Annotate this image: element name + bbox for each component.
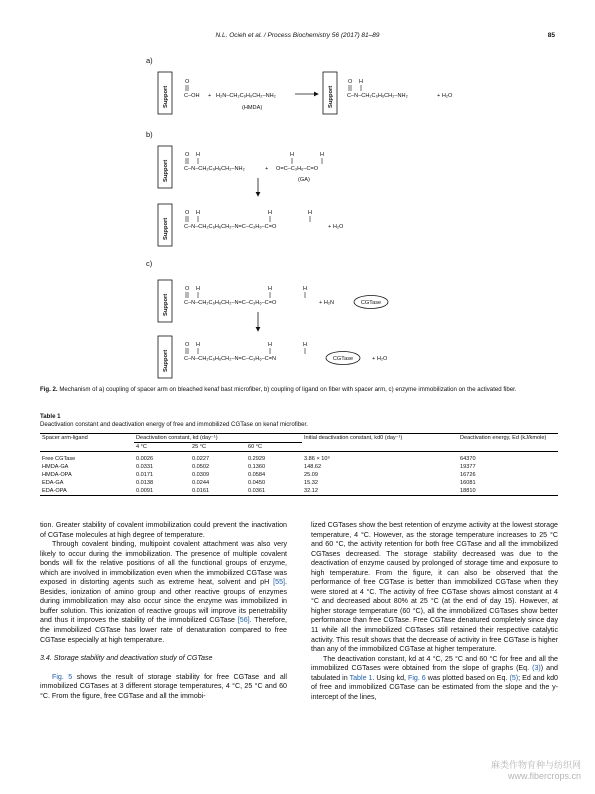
ga-name: (GA) [298,177,310,183]
header-kd0: Initial deactivation constant, kd0 (day⁻¹) [302,434,458,443]
cgtase-label: CGTase [360,300,382,306]
equation-link[interactable]: (3) [532,664,541,673]
hmda-name: (HMDA) [242,105,263,111]
amine-fiber: C–N–CH₂C₆H₆CH₂–NH₂ [184,166,245,172]
table-temp-row [40,443,558,452]
right-column [311,521,558,702]
panel-a-label: a) [146,56,153,65]
carbonyl-oxygen: O [185,152,190,158]
imine-hydrogen: H [268,286,273,292]
paragraph: Through covalent binding, multipoint covalent attachment was also very likely to occur during the immobilization. The presence of multiple covalent bonds will fix the relative positions of all the functional groups of enzyme, which are involved in immobilization even when the immobilized CGTase was exposed in distorting agents such as extreme heat, solvent and pH [55]. Besides, ionization of amino group and other reactive groups of enzymes during immobilization may also occur since the enzyme was immobilized in buffer solution. This ionization of reactive groups will improve its penetrability and thus it improves the stability of the immobilized CGTase [56]. Therefore, the immobilized CGTase has lower rate of denaturation compared to free CGTase especially at high temperature. [40,540,287,644]
watermark [491,760,581,782]
deactivation-table [40,433,558,496]
watermark-line: www.fibercrops.cn [507,771,581,781]
plus-sign: + [265,166,269,172]
header-ligand: Spacer arm-ligand [40,434,134,443]
header-ed: Deactivation energy, Ed (kJ/kmole) [458,434,558,443]
table-row: EDA-GA 0.0138 0.0244 0.0450 15.32 16081 [42,480,476,486]
figure-link[interactable]: Fig. 6 [407,673,426,682]
table-caption [40,413,558,429]
support-label: Support [163,85,169,108]
page-number: 85 [547,32,555,39]
immobilized-enzyme-product: C–N–CH₂C₆H₆CH₂–N=C–C₃H₆–C=N [184,356,277,362]
water-byproduct: + H₂O [437,93,453,99]
support-label: Support [163,349,169,372]
amide-hydrogen: H [196,210,201,216]
ga-hydrogen: H [290,152,295,158]
table-link[interactable]: Table 1 [349,673,373,682]
activated-fiber: C–N–CH₂C₆H₆CH₂–N=C–C₃H₆–C=O [184,300,277,306]
support-label: Support [328,85,334,108]
amide-hydrogen: H [359,79,364,85]
carbonyl-oxygen: O [185,286,190,292]
table-label: Table 1 [40,413,61,420]
carbonyl-oxygen: O [185,210,190,216]
figure-caption-text: Mechanism of a) coupling of spacer arm on bleached kenaf bast microfiber, b) coupling of ligand on fiber with spacer arm, c) enzyme immobilization on the activated fiber. [59,386,517,393]
hmda-formula: H₂N–CH₂C₆H₆CH₂–NH₂ [216,93,276,99]
table-header-row [40,434,558,443]
support-label: Support [163,293,169,316]
panel-b-label: b) [146,130,153,139]
figure-link[interactable]: Fig. 5 [52,672,73,681]
enzyme-amine: + H₂N [319,300,335,306]
ga-hydrogen: H [320,152,325,158]
header-kd: Deactivation constant, kd (day⁻¹) [134,434,302,443]
carbonyl-oxygen: O [185,342,190,348]
water-byproduct: + H₂O [372,356,388,362]
imine-hydrogen: H [268,342,273,348]
figure-caption-label: Fig. 2. [40,386,58,393]
carboxyl-group: C–OH [184,93,200,99]
table-row: Free CGTase 0.0026 0.0227 0.2929 3.86 × 10⁹ 64370 [42,456,476,462]
carbonyl-oxygen: O [185,79,190,85]
paragraph: Fig. 5 shows the result of storage stability for free CGTase and all immobilized CGTases at 3 different storage temperatures, 4 °C, 25 °C and 60 °C. From the figure, free CGTase and all the immobi- [40,672,287,700]
table-row: HMDA-OPA 0.0171 0.0309 0.0584 25.09 16726 [42,472,476,478]
imine-hydrogen: H [268,210,273,216]
table-row: HMDA-GA 0.0331 0.0502 0.1360 148.62 19377 [42,464,476,470]
activated-fiber: C–N–CH₂C₆H₆CH₂–N=C–C₃H₆–C=O [184,224,277,230]
support-label: Support [163,159,169,182]
amide-product: C–N–CH₂C₆H₆CH₂–NH₂ [347,93,408,99]
left-column [40,521,287,701]
watermark-line: 麻类作物育种与纺织网 [490,760,581,770]
reference-link[interactable]: [55] [273,578,286,587]
glutaraldehyde-formula: O=C–C₃H₆–C=O [276,166,319,172]
table-title: Deactivation constant and deactivation energy of free and immobilized CGTase on kenaf microfiber. [40,421,308,428]
plus-sign: + [208,93,212,99]
paragraph: tion. Greater stability of covalent immobilization could prevent the inactivation of CGTase molecules at high degree of temperature. [40,521,287,539]
aldehyde-hydrogen: H [303,286,308,292]
table-row: EDA-OPA 0.0091 0.0161 0.0361 32.12 18810 [40,487,558,496]
support-label: Support [163,217,169,240]
temp-4: 4 °C [134,443,190,452]
figure-caption [40,386,558,394]
paragraph: lized CGTases show the best retention of enzyme activity at the lowest storage temperature, 4 °C. However, as the storage temperature increases to 25 °C and 60 °C, the activity retention for both free CGTase and all the immobilized CGTases decreased. The storage stability decreased was due to the deactivation of enzyme caused by prolonged of storage time and exposure to high temperature. From the figure, it can also be observed that the performance of free CGTase is better than immobilized CGTase when they were stored at 4 °C. The activity of free CGTase shows almost constant at 4 °C and decreased about 80% at 25 °C (at the end of day 15). However, at higher storage temperature (60 °C), all the immobilized CGTases show better performance than free CGTase. Free CGTase denatured completely since day 11 while all the immobilized CGTases still retained their respective catalytic activity. This result shows that the decrease of activity in free CGTase is higher than any of the immobilized CGTase at higher temperature. [311,521,558,654]
amide-hydrogen: H [196,286,201,292]
temp-25: 25 °C [190,443,246,452]
cgtase-label: CGTase [332,356,354,362]
amide-hydrogen: H [196,152,201,158]
panel-c-label: c) [146,259,153,268]
amide-hydrogen: H [196,342,201,348]
reference-link[interactable]: [56] [237,616,250,625]
carbonyl-oxygen: O [348,79,353,85]
paragraph: The deactivation constant, kd at 4 °C, 25 °C and 60 °C for free and all the immobilized CGTases were obtained from the slope of graphs (Eq. (3)) and tabulated in Table 1. Using kd, Fig. 6 was plotted based on Eq. (5); Ed and kd0 of free and immobilized CGTase can be estimated from the slope and the y-intercept of the lines, [311,654,559,701]
reaction-scheme-figure [0,50,595,380]
imine-hydrogen: H [303,342,308,348]
temp-60: 60 °C [246,443,302,452]
journal-citation: N.L. Ocieh et al. / Process Biochemistry 56 (2017) 81–89 [215,32,380,39]
section-heading: 3.4. Storage stability and deactivation study of CGTase [40,654,213,663]
water-byproduct: + H₂O [328,224,344,230]
equation-link[interactable]: (5) [509,673,519,682]
aldehyde-hydrogen: H [308,210,313,216]
